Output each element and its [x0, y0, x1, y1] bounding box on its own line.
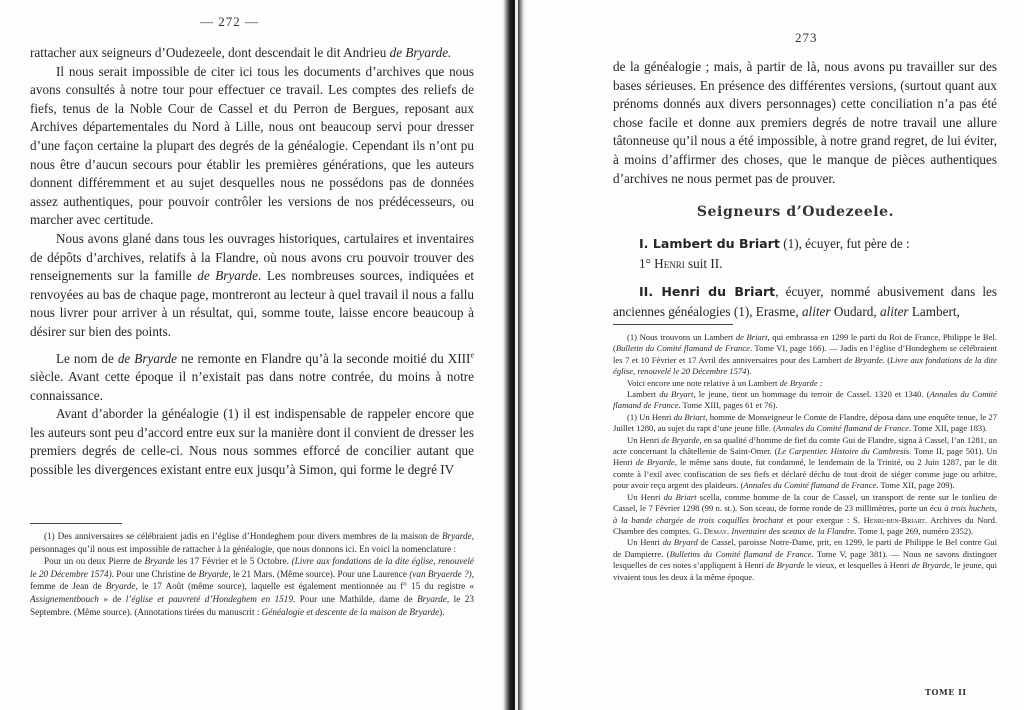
right-body: [613, 58, 997, 188]
right-page: [527, 0, 1024, 710]
footnote-paragraph: (1) Un Henri du Briart, homme de Monseigneur le Comte de Flandre, déposa dans une enquête tenue, le 27 Juillet 1280, au sujet du rapt d’une jeune fille. (Annales du Comité flamand de France. Tome XII, page 183).: [613, 411, 997, 434]
genealogy-entries: [613, 234, 997, 322]
book-gutter: [500, 0, 527, 710]
paragraph: Nous avons glané dans tous les ouvrages historiques, cartulaires et inventaires de dépôts d’archives, relatifs à la Flandre, où nous avons cru pouvoir trouver des renseignements sur la famille de Bryarde. Les nombreuses sources, indiquées et renvoyées au bas de chaque page, montreront au lecteur à quel travail il nous a fallu nous livrer pour arriver à un résultat, qui, somme toute, laisse encore beaucoup à désirer sur bien des points.: [30, 230, 475, 339]
left-body: [30, 44, 474, 480]
footnote-paragraph: (1) Des anniversaires se célébraient jadis en l’église d’Hondeghem pour divers membres de la maison de Bryarde, personnages qu’il nous est impossible de rattacher à la généalogie, que nous donnons ici. En voici la nomenclature :: [30, 531, 474, 554]
gutter-highlight: [515, 0, 518, 710]
footnote-paragraph: Un Henri du Briart scella, comme homme de la cour de Cassel, un transport de rente sur le tonlieu de Cassel, le 7 Février 1298 (99 n. st.). Son sceau, de forme ronde de 23 millimètres, porte un écu à trois huchets, à la bande chargée de trois coquilles brochant et pour exergue : S. Henri-ben-Briart. Archives du Nord. Chambre des comptes. G. Demay. Inventaire des sceaux de la Flandre. Tome I, page 269, numéro 2352).: [613, 491, 998, 536]
footnote-paragraph: Un Henri du Bryard de Cassel, paroisse Notre-Dame, prit, en 1299, le parti de Philippe le Bel contre Gui de Dampierre. (Bulletins du Comité flamand de France. Tome V, page 381). — Nous ne savons distinguer lesquelles de ces notes s’appliquent à Henri de Bryarde le vieux, et lesquelles à Henri de Bryarde, le jeune, qui vivaient tous les deux à la même époque.: [613, 537, 997, 582]
footnote-rule: [613, 324, 733, 325]
left-footnote: [30, 530, 474, 618]
footnote-paragraph: Un Henri de Bryarde, en sa qualité d’homme de fief du comte Gui de Flandre, signa à Cassel, l’an 1281, un acte concernant la châtellenie de Saint-Omer. (Le Carpentier. Histoire du Cambresis. Tome II, page 501). Un Henri de Bryarde, le même sans doute, fut condamné, le lendemain de la Trinité, ou 2 Juin 1287, par le dit comte à l’exil avec confiscation de ses fiefs et déclaré déchu de tout droit de siéger comme juge ou arbitre, pour avoir reçu argent des plaideurs. (Annales du Comité flamand de France. Tome XII, page 209).: [613, 434, 997, 491]
footnote-paragraph: (1) Nous trouvons un Lambert de Briart, qui embrassa en 1299 le parti du Roi de France, Philippe le Bel. (Bulletin du Comité flamand de France. Tome VI, page 166). — Jadis en l’église d’Hondeghem se célébraient les 7 et 10 Février et 17 Avril des anniversaires pour des Lambert de Bryarde. (Livre aux fondations de la dite église, renouvelé le 20 Décembre 1574).: [613, 332, 997, 377]
entry-line: 1° Henri suit II.: [639, 256, 723, 271]
paragraph: rattacher aux seigneurs d’Oudezeele, dont descendait le dit Andrieu de Bryarde.: [30, 45, 452, 60]
right-footnotes: [613, 332, 997, 583]
paragraph: Il nous serait impossible de citer ici tous les documents d’archives que nous avons consultés à notre tour pour effectuer ce travail. Les comptes des reliefs de fiefs, tenus de la Noble Cour de Cassel et du Perron de Bergues, reposant aux Archives départementales du Nord à Lille, nous ont beaucoup servi pour dresser d’une façon certaine la plupart des degrés de la généalogie. Cependant ils n’ont pu nous être d’aucun secours pour établir les premières générations, que les auteurs donnent différemment et au sujet desquelles nous ne possédons pas de données assez authentiques, pour pouvoir contrôler les versions de nos prédécesseurs, ou marcher avec certitude.: [30, 63, 474, 228]
entry-line: II. Henri du Briart, écuyer, nommé abusivement dans les anciennes généalogies (1), Erasme, aliter Oudard, aliter Lambert,: [613, 284, 997, 319]
footnote-paragraph: Lambert du Bryart, le jeune, tient un hommage du terroir de Cassel. 1320 et 1340. (Annales du Comité flamand de France. Tome XIII, pages 61 et 76).: [613, 389, 997, 411]
paragraph: Le nom de de Bryarde ne remonte en Flandre qu’à la seconde moitié du XIIIe siècle. Avant cette époque il n’existait pas dans notre contrée, du moins à notre connaissance.: [30, 350, 475, 403]
left-page: [0, 0, 500, 710]
signature-mark: TOME II: [925, 687, 967, 697]
footnote-rule: [30, 523, 122, 524]
paragraph: Avant d’aborder la généalogie (1) il est indispensable de rappeler encore que les auteurs sont peu d’accord entre eux sur la manière dont il convient de dresser les premiers degrés de celle-ci. Nous nous sommes efforcé de concilier autant que possible les divergences existant entre eux jusqu’à Simon, qui forme le degré IV: [30, 406, 474, 478]
footnote-paragraph: Pour un ou deux Pierre de Bryarde les 17 Février et le 5 Octobre. (Livre aux fondations de la dite église, renouvelé le 20 Décembre 1574). Pour une Christine de Bryarde, le 21 Mars. (Même source). Pour une Laurence (van Bryaerde ?), femme de Jean de Bryarde, le 17 Août (même source), laquelle est également mentionnée au f° 15 du registre « Assignementbouch » de l’église et pauvreté d’Hondeghem en 1519. Pour une Mathilde, dame de Bryarde, le 23 Septembre. (Même source). (Annotations tirées du manuscrit : Généalogie et descente de la maison de Bryarde).: [30, 556, 475, 617]
paragraph: de la généalogie ; mais, à partir de là, nous avons pu travailler sur des bases sérieuses. En présence des différentes versions, (surtout quant aux prénoms donnés aux divers personnages) cette conciliation n’a pas été chose facile et donne aux premiers degrés de notre travail une allure tâtonneuse qu’il nous a été impossible, à notre grand regret, de lui éviter, à moins d’affirmer des choses, que le manque de pièces authentiques d’archives ne nous permet pas de prouver.: [613, 59, 997, 186]
section-heading: Seigneurs d’Oudezeele.: [696, 204, 895, 220]
entry-line: I. Lambert du Briart (1), écuyer, fut père de :: [639, 236, 910, 251]
page-number-left: — 272 —: [200, 14, 259, 29]
footnote-paragraph: Voici encore une note relative à un Lambert de Bryarde :: [627, 377, 823, 388]
page-number-right: 273: [795, 30, 818, 45]
